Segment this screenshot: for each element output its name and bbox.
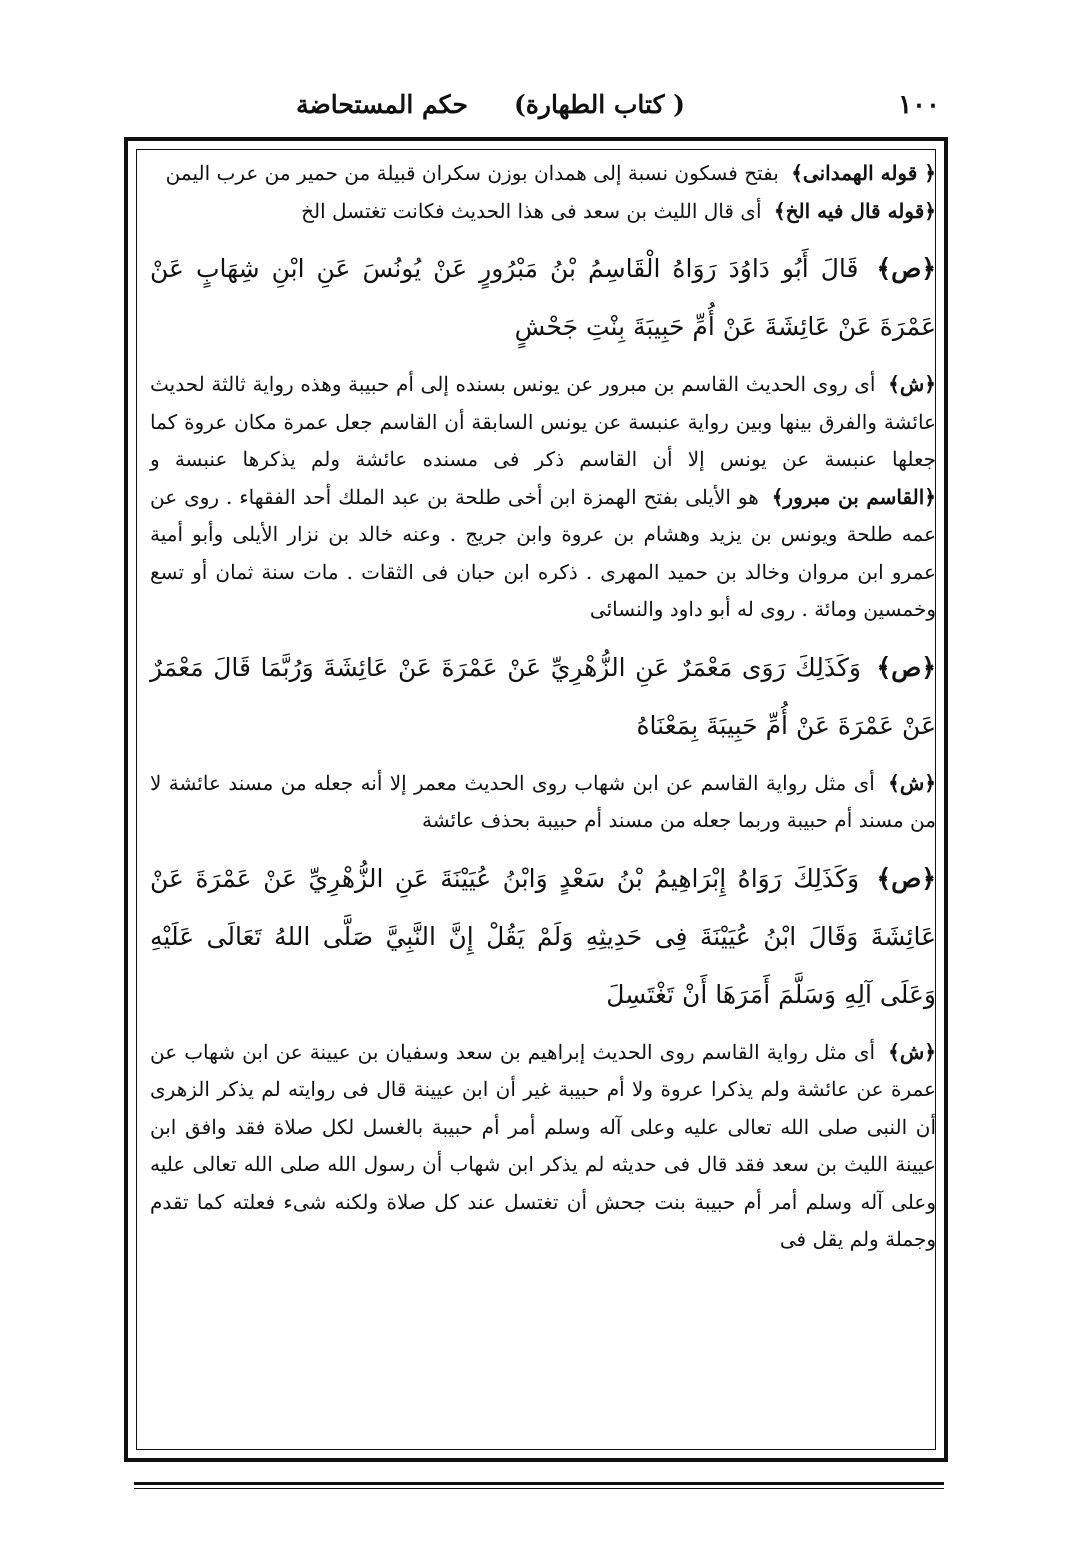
page-number: ١٠٠ xyxy=(898,90,940,120)
hadith-paragraph xyxy=(150,240,936,356)
footer-rule xyxy=(134,1482,944,1485)
commentary-paragraph xyxy=(150,193,936,231)
footer-rule-thin xyxy=(134,1488,944,1489)
section-marker: ﴿ قوله الهمدانى﴾ xyxy=(791,161,936,185)
chapter-title: حكم المستحاضة xyxy=(296,90,468,119)
paragraph-text: أى روى الحديث القاسم بن مبرور عن يونس بسنده إلى أم حبيبة وهذه رواية ثالثة لحديث عائشة والفرق بينها وبين رواية عنبسة عن يونس السابقة أن القاسم جعل عمرة مكان عروة كما جعلها عنبسة عن يونس إلا أن القاسم ذكر فى مسنده عائشة ولم يذكرها عنبسة و xyxy=(150,372,936,471)
header-titles xyxy=(250,84,685,126)
section-marker: ﴿ص﴾ xyxy=(876,254,937,283)
section-marker: ﴿ش﴾ xyxy=(888,770,936,795)
commentary-paragraph xyxy=(150,155,936,193)
section-marker: ﴿ص﴾ xyxy=(876,652,937,682)
section-marker: ﴿ش﴾ xyxy=(888,372,937,396)
hadith-paragraph xyxy=(150,639,936,755)
text-block xyxy=(150,155,936,1259)
commentary-paragraph xyxy=(150,366,936,629)
paragraph-text: قَالَ أَبُو دَاوُدَ رَوَاهُ الْقَاسِمُ بْنُ مَبْرُورٍ عَنْ يُونُسَ عَنِ ابْنِ شِهَابٍ عَنْ عَمْرَةَ عَنْ عَائِشَةَ عَنْ أُمِّ حَبِيبَةَ بِنْتِ جَحْشٍ xyxy=(150,254,936,341)
paragraph-text: وَكَذَلِكَ رَوَى مَعْمَرٌ عَنِ الزُّهْرِيِّ عَنْ عَمْرَةَ عَنْ عَائِشَةَ وَرُبَّمَا قَالَ مَعْمَرٌ عَنْ عَمْرَةَ عَنْ أُمِّ حَبِيبَةَ بِمَعْنَاهُ xyxy=(150,652,936,740)
paragraph-text: بفتح فسكون نسبة إلى همدان بوزن سكران قبيلة من حمير من عرب اليمن xyxy=(165,161,779,185)
commentary-paragraph xyxy=(150,765,936,840)
paragraph-text: أى مثل رواية القاسم روى الحديث إبراهيم بن سعد وسفيان بن عيينة عن ابن شهاب عن عمرة عن عائشة ولم يذكرا عروة ولا أم حبيبة غير أن ابن عيينة قال فى روايته لم يذكر الزهرى أن النبى صلى الله تعالى عليه وعلى آله وسلم أمر أم حبيبة بالغسل لكل صلاة فقد وافق ابن عيينة الليث بن سعد فقد قال فى حديثه لم يذكر ابن شهاب أن رسول الله صلى الله تعالى عليه وعلى آله وسلم أمر أم حبيبة بنت جحش أن تغتسل عند كل صلاة ولكنه شىء فعلته كما تقدم وجملة ولم يقل فى xyxy=(150,1039,936,1251)
hadith-paragraph xyxy=(150,850,936,1024)
paragraph-text: وَكَذَلِكَ رَوَاهُ إِبْرَاهِيمُ بْنُ سَعْدٍ وَابْنُ عُيَيْنَةَ عَنِ الزُّهْرِيِّ عَنْ عَمْرَةَ عَنْ عَائِشَةَ وَقَالَ ابْنُ عُيَيْنَةَ فِى حَدِيثِهِ وَلَمْ يَقُلْ إِنَّ النَّبِيَّ صَلَّى اللهُ تَعَالَى عَلَيْهِ وَعَلَى آلِهِ وَسَلَّمَ أَمَرَهَا أَنْ تَغْتَسِلَ xyxy=(150,863,936,1009)
section-marker: ﴿ص﴾ xyxy=(876,863,936,893)
section-marker: ﴿قوله قال فيه الخ﴾ xyxy=(773,198,936,223)
paragraph-text: أى مثل رواية القاسم عن ابن شهاب روى الحديث معمر إلا أنه جعله من مسند عائشة لا من مسند أم حبيبة وربما جعله من مسند أم حبيبة بحذف عائشة xyxy=(150,770,936,832)
paragraph-text: أى قال الليث بن سعد فى هذا الحديث فكانت تغتسل الخ xyxy=(301,198,762,223)
commentary-paragraph xyxy=(150,1034,936,1259)
section-marker: ﴿ش﴾ xyxy=(888,1039,936,1064)
paragraph-text: هو الأيلى بفتح الهمزة ابن أخى طلحة بن عبد الملك أحد الفقهاء . روى عن عمه طلحة ويونس بن يزيد وهشام بن عروة وابن جريج . وعنه خالد بن نزار الأيلى وأبو أمية عمرو ابن مروان وخالد بن حميد المهرى . ذكره ابن حبان فى الثقات . مات سنة ثمان أو تسع وخمسين ومائة . روى له أبو داود والنسائى xyxy=(150,484,936,621)
book-title: ( كتاب الطهارة) xyxy=(513,90,685,119)
section-marker: ﴿القاسم بن مبرور﴾ xyxy=(771,484,937,509)
running-header xyxy=(150,84,940,126)
